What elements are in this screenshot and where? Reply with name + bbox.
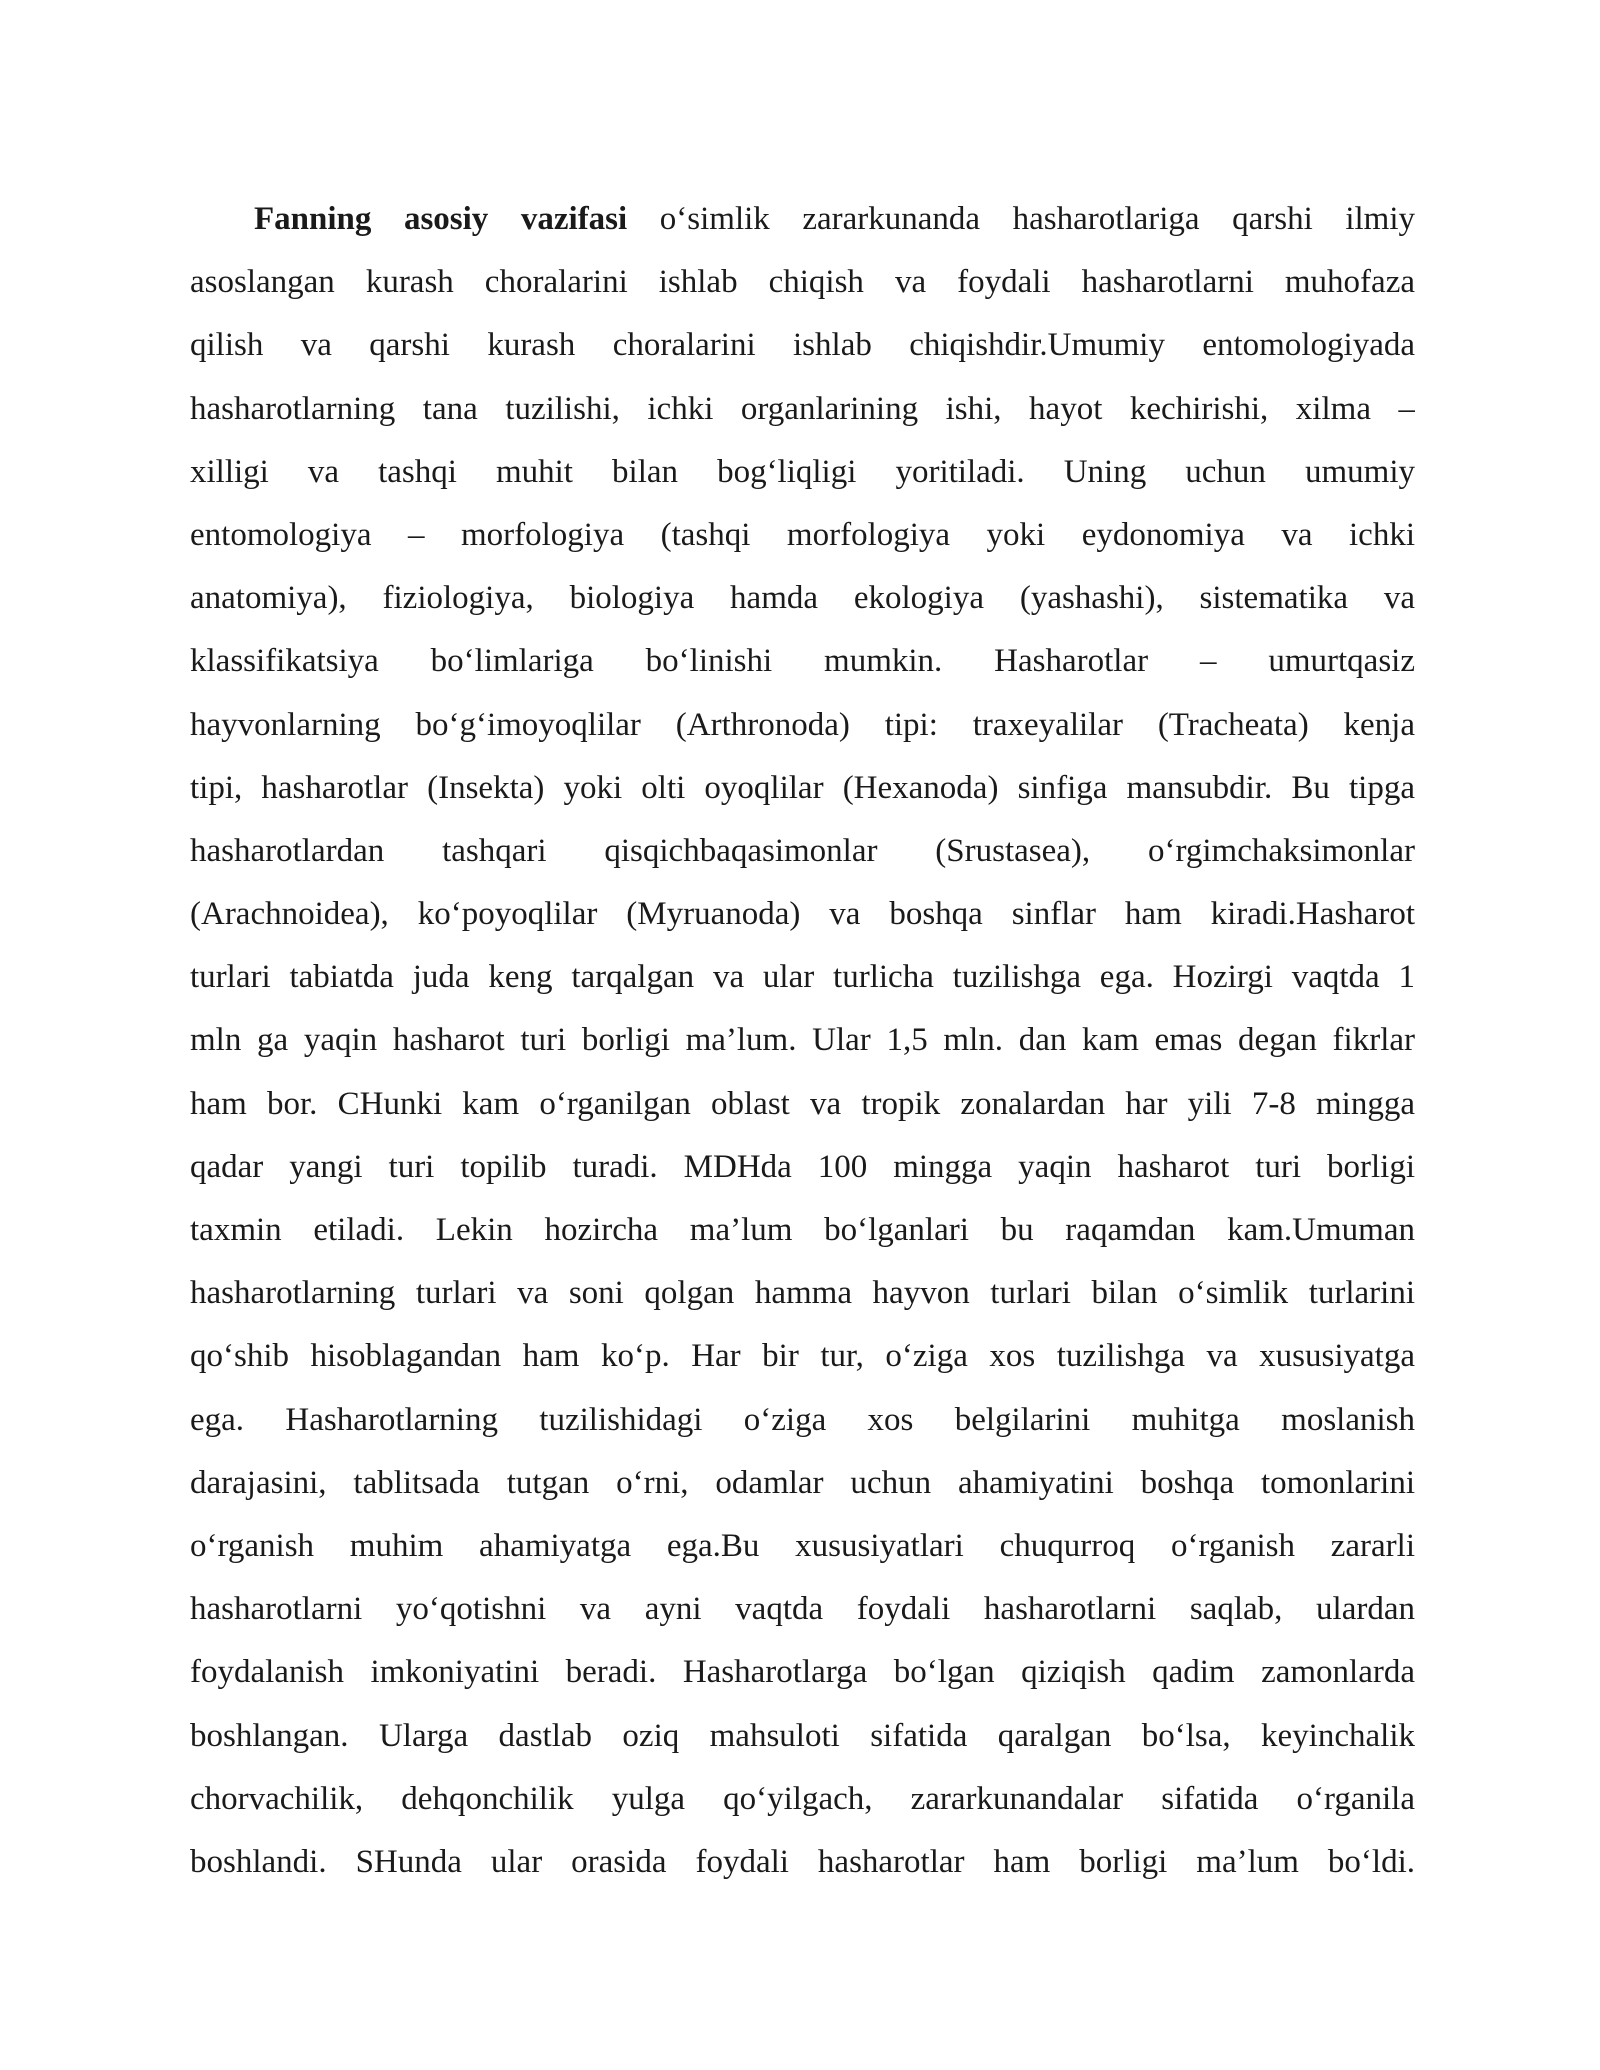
paragraph-line: foydalanish imkoniyatini beradi. Hasharotlarga bo‘lgan qiziqish qadim zamonlarda — [190, 1654, 1415, 1691]
paragraph-line: asoslangan kurash choralarini ishlab chiqish va foydali hasharotlarni muhofaza — [190, 264, 1415, 301]
paragraph-line: hasharotlarning turlari va soni qolgan hamma hayvon turlari bilan o‘simlik turlarini — [190, 1275, 1415, 1312]
paragraph-line: qo‘shib hisoblagandan ham ko‘p. Har bir tur, o‘ziga xos tuzilishga va xususiyatga — [190, 1338, 1415, 1375]
paragraph-line: (Arachnoidea), ko‘poyoqlilar (Myruanoda) va boshqa sinflar ham kiradi.Hasharot — [190, 896, 1415, 933]
paragraph-line: o‘rganish muhim ahamiyatga ega.Bu xususiyatlari chuqurroq o‘rganish zararli — [190, 1527, 1415, 1564]
paragraph-line: boshlangan. Ularga dastlab oziq mahsuloti sifatida qaralgan bo‘lsa, keyinchalik — [190, 1717, 1415, 1754]
paragraph-line: qilish va qarshi kurash choralarini ishlab chiqishdir.Umumiy entomologiyada — [190, 327, 1415, 364]
paragraph-line: chorvachilik, dehqonchilik yulga qo‘yilgach, zararkunandalar sifatida o‘rganila — [190, 1780, 1415, 1817]
paragraph-line: hasharotlarning tana tuzilishi, ichki organlarining ishi, hayot kechirishi, xilma – — [190, 390, 1415, 427]
lead-bold-phrase: Fanning asosiy vazifasi — [254, 201, 628, 237]
paragraph-line: ega. Hasharotlarning tuzilishidagi o‘ziga xos belgilarini muhitga moslanish — [190, 1401, 1415, 1438]
paragraph-line: hasharotlarni yo‘qotishni va ayni vaqtda foydali hasharotlarni saqlab, ulardan — [190, 1591, 1415, 1628]
paragraph-line: qadar yangi turi topilib turadi. MDHda 100 mingga yaqin hasharot turi borligi — [190, 1148, 1415, 1185]
body-paragraph — [190, 188, 1415, 1894]
paragraph-line: turlari tabiatda juda keng tarqalgan va ular turlicha tuzilishga ega. Hozirgi vaqtda 1 — [190, 959, 1415, 996]
paragraph-line-text: o‘simlik zararkunanda hasharotlariga qarshi ilmiy — [627, 201, 1415, 237]
paragraph-line: hayvonlarning bo‘g‘imoyoqlilar (Arthronoda) tipi: traxeyalilar (Tracheata) kenja — [190, 706, 1415, 743]
paragraph-line: taxmin etiladi. Lekin hozircha ma’lum bo‘lganlari bu raqamdan kam.Umuman — [190, 1212, 1415, 1248]
paragraph-line: tipi, hasharotlar (Insekta) yoki olti oyoqlilar (Hexanoda) sinfiga mansubdir. Bu tipga — [190, 769, 1415, 806]
paragraph-line: xilligi va tashqi muhit bilan bog‘liqligi yoritiladi. Uning uchun umumiy — [190, 453, 1415, 490]
paragraph-line-first — [190, 188, 1415, 251]
paragraph-line: klassifikatsiya bo‘limlariga bo‘linishi mumkin. Hasharotlar – umurtqasiz — [190, 643, 1415, 680]
paragraph-line: darajasini, tablitsada tutgan o‘rni, odamlar uchun ahamiyatini boshqa tomonlarini — [190, 1464, 1415, 1501]
paragraph-line: entomologiya – morfologiya (tashqi morfologiya yoki eydonomiya va ichki — [190, 516, 1415, 553]
paragraph-line: hasharotlardan tashqari qisqichbaqasimonlar (Srustasea), o‘rgimchaksimonlar — [190, 832, 1415, 869]
paragraph-line: ham bor. CHunki kam o‘rganilgan oblast va tropik zonalardan har yili 7-8 mingga — [190, 1085, 1415, 1122]
paragraph-line: boshlandi. SHunda ular orasida foydali hasharotlar ham borligi ma’lum bo‘ldi. — [190, 1843, 1415, 1880]
paragraph-line: anatomiya), fiziologiya, biologiya hamda ekologiya (yashashi), sistematika va — [190, 580, 1415, 617]
paragraph-line: mln ga yaqin hasharot turi borligi ma’lum. Ular 1,5 mln. dan kam emas degan fikrlar — [190, 1022, 1415, 1059]
